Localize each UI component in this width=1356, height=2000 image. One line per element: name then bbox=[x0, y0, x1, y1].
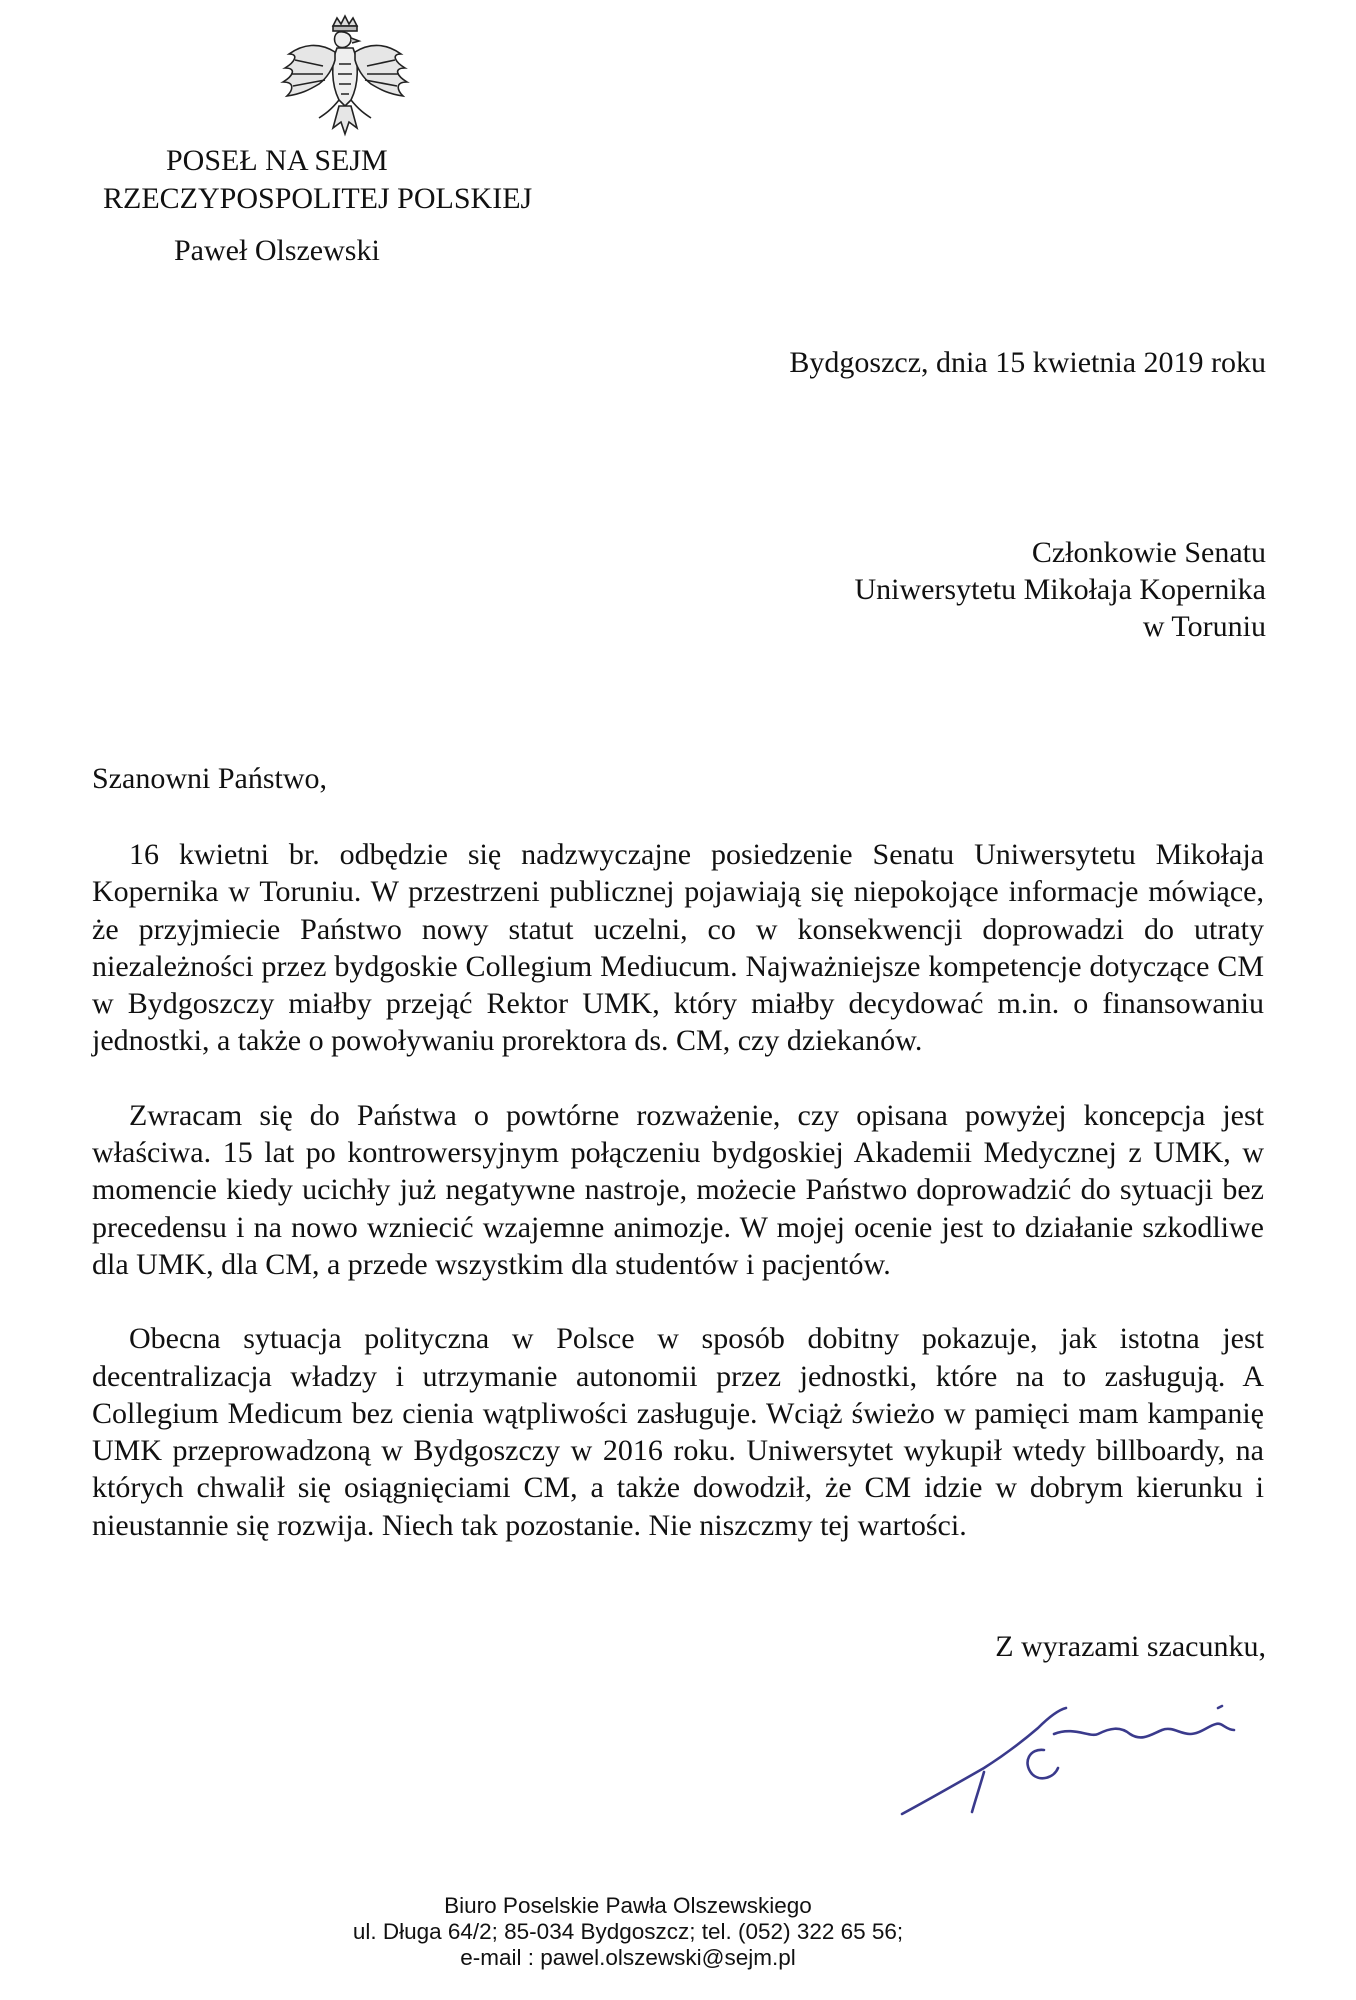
body-paragraph: 16 kwietni br. odbędzie się nadzwyczajne posiedzenie Senatu Uniwersytetu Mikołaja Kopernika w Toruniu. W przestrzeni publicznej pojawiają się niepokojące informacje mówiące, że przyjmiecie Państwo nowy statut uczelni, co w konsekwencji doprowadzi do utraty niezależności przez bydgoskie Collegium Mediucum. Najważniejsze kompetencje dotyczące CM w Bydgoszczy miałby przejąć Rektor UMK, który miałby decydować m.in. o finansowaniu jednostki, a także o powoływaniu prorektora ds. CM, czy dziekanów. bbox=[92, 838, 1264, 1058]
recipient-line: Członkowie Senatu bbox=[1031, 536, 1266, 569]
office-title: POSEŁ NA SEJM bbox=[166, 144, 388, 177]
closing-phrase: Z wyrazami szacunku, bbox=[995, 1630, 1266, 1663]
footer-email: e-mail : pawel.olszewski@sejm.pl bbox=[460, 1945, 796, 1970]
footer-office-name: Biuro Poselskie Pawła Olszewskiego bbox=[444, 1893, 812, 1918]
salutation: Szanowni Państwo, bbox=[92, 762, 327, 795]
body-paragraph: Obecna sytuacja polityczna w Polsce w sposób dobitny pokazuje, jak istotna jest decentralizacja władzy i utrzymanie autonomii przez jednostki, które na to zasługują. A Collegium Medicum bez cienia wątpliwości zasługuje. Wciąż świeżo w pamięci mam kampanię UMK przeprowadzoną w Bydgoszczy w 2016 roku. Uniwersytet wykupił wtedy billboardy, na których chwalił się osiągnięciami CM, a także dowodził, że CM idzie w dobrym kierunku i nieustannie się rozwija. Niech tak pozostanie. Nie niszczmy tej wartości. bbox=[92, 1322, 1264, 1542]
office-title-country: RZECZYPOSPOLITEJ POLSKIEJ bbox=[103, 182, 533, 215]
office-footer bbox=[0, 1893, 1256, 1971]
handwritten-signature bbox=[898, 1690, 1258, 1820]
author-name: Paweł Olszewski bbox=[174, 234, 380, 267]
letter-body bbox=[92, 836, 1264, 1581]
polish-eagle-emblem bbox=[275, 14, 415, 144]
recipient-line: Uniwersytetu Mikołaja Kopernika bbox=[854, 573, 1266, 606]
footer-address: ul. Długa 64/2; 85-034 Bydgoszcz; tel. (052) 322 65 56; bbox=[352, 1919, 904, 1944]
body-paragraph: Zwracam się do Państwa o powtórne rozważenie, czy opisana powyżej koncepcja jest właściwa. 15 lat po kontrowersyjnym połączeniu bydgoskiej Akademii Medycznej z UMK, w momencie kiedy ucichły już negatywne nastroje, możecie Państwo doprowadzić do sytuacji bez precedensu i na nowo wzniecić wzajemne animozje. W mojej ocenie jest to działanie szkodliwe dla UMK, dla CM, a przede wszystkim dla studentów i pacjentów. bbox=[92, 1098, 1264, 1281]
letter-date: Bydgoszcz, dnia 15 kwietnia 2019 roku bbox=[789, 346, 1266, 379]
recipient-block bbox=[854, 534, 1266, 645]
recipient-line: w Toruniu bbox=[1142, 610, 1266, 643]
